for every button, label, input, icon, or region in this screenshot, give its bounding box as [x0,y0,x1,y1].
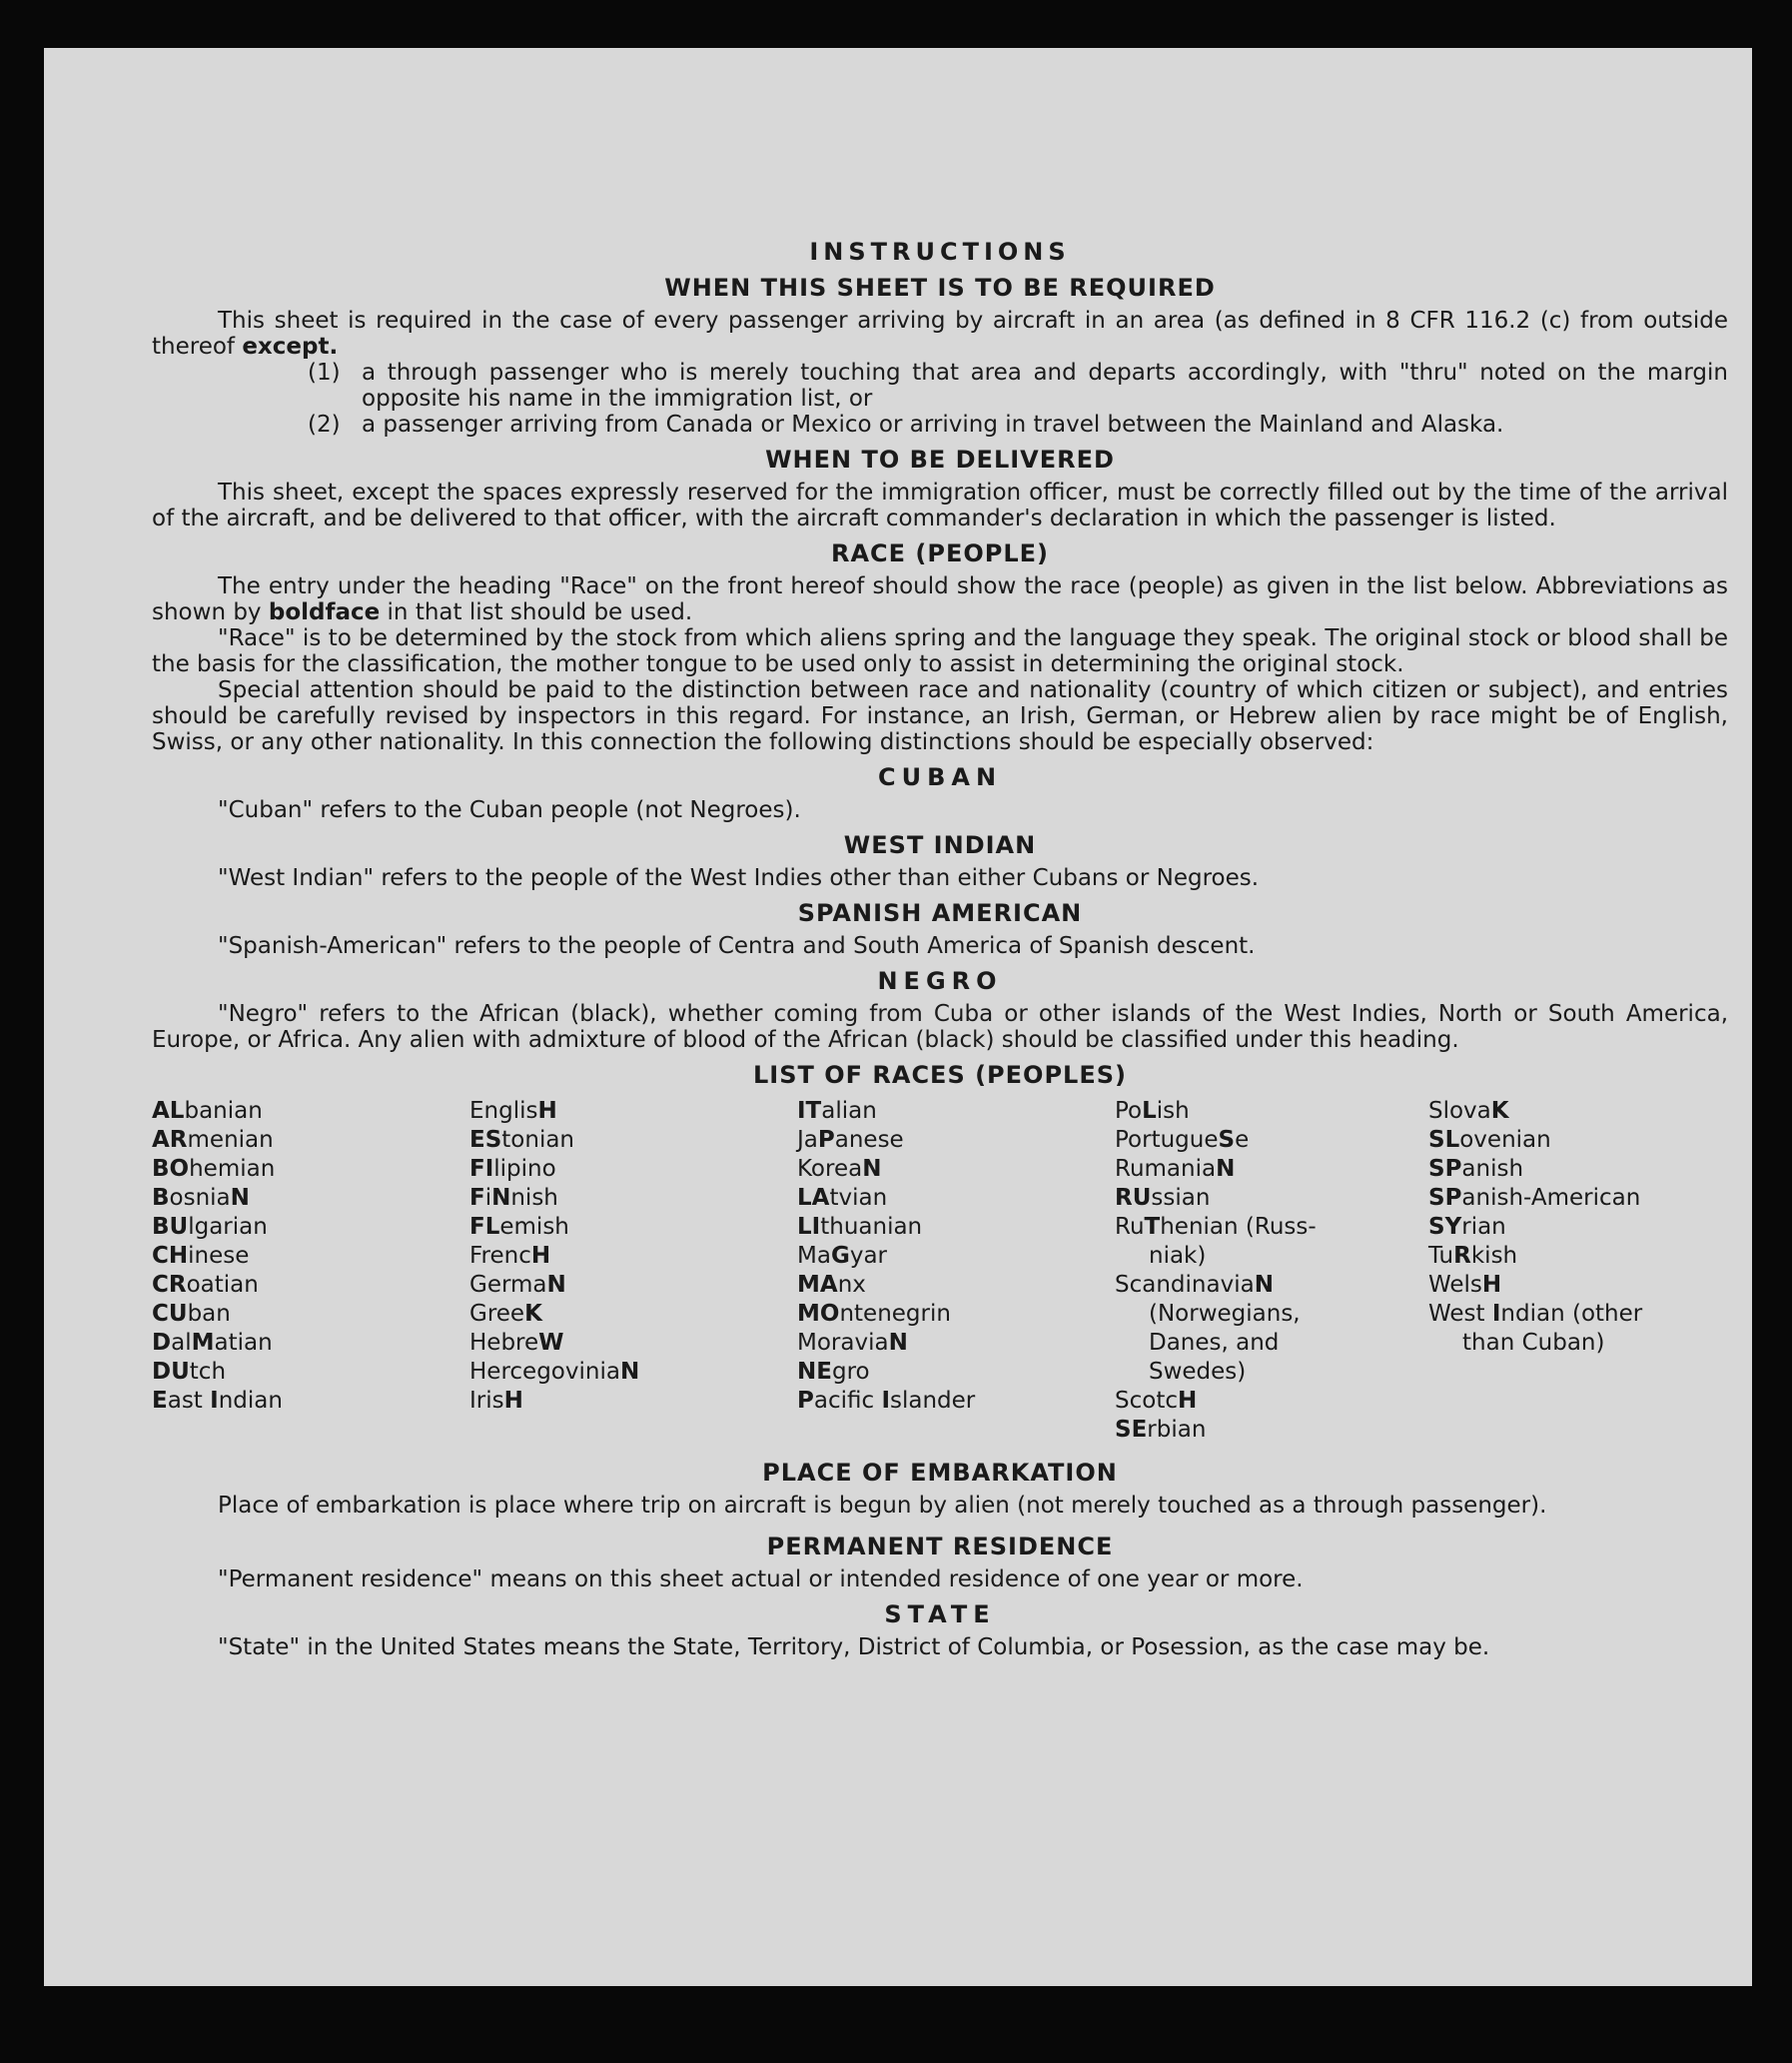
race-entry: BUlgarian [152,1214,268,1240]
race-entry: GreeK [469,1301,542,1327]
race-entry: DalMatian [152,1330,273,1356]
race-entry: CUban [152,1301,231,1327]
race-entry: FIlipino [469,1156,556,1182]
race-entry: SlovaK [1428,1098,1509,1124]
paragraph-spanish-american: "Spanish-American" refers to the people of Centra and South America of Spanish descent. [218,933,1256,959]
race-entry: MoraviaN [797,1330,908,1356]
race-entry: MaGyar [797,1243,888,1269]
section-heading-cuban: CUBAN [877,763,1003,791]
race-entry: WelsH [1428,1272,1502,1298]
exception-number: (2) [308,412,341,438]
section-heading-embarkation: PLACE OF EMBARKATION [762,1459,1118,1487]
races-column [1115,1097,1428,1445]
section-heading-west-indian: WEST INDIAN [843,831,1037,859]
race-entry: NEgro [797,1359,870,1385]
race-entry: TuRkish [1428,1243,1518,1269]
paragraph-west-indian: "West Indian" refers to the people of the West Indies other than either Cubans or Negroes. [218,865,1260,891]
races-list [152,1097,1728,1445]
race-entry: CRoatian [152,1272,259,1298]
race-entry: BOhemian [152,1156,276,1182]
race-entry: SErbian [1115,1417,1207,1443]
races-column [797,1097,1115,1445]
section-heading-delivered: WHEN TO BE DELIVERED [765,446,1115,474]
race-entry: PoLish [1115,1098,1190,1124]
race-entry: West Indian (other [1428,1301,1643,1327]
exception-item-1 [152,360,1728,412]
section-heading-races: LIST OF RACES (PEOPLES) [753,1061,1127,1089]
race-entry: FrencH [469,1243,551,1269]
race-entry: FiNnish [469,1185,558,1211]
race-entry: IrisH [469,1388,523,1414]
except-bold: except. [242,334,339,360]
race-entry: LAtvian [797,1185,888,1211]
section-heading-negro: NEGRO [877,967,1003,995]
race-entry: SLovenian [1428,1127,1551,1153]
race-entry: KoreaN [797,1156,882,1182]
paragraph-cuban: "Cuban" refers to the Cuban people (not Negroes). [218,797,801,823]
race-entry: RumaniaN [1115,1156,1236,1182]
race-entry: HebreW [469,1330,564,1356]
race-entry: EStonian [469,1127,575,1153]
races-column [469,1097,797,1445]
exception-item-2 [152,412,1728,438]
race-entry: MAnx [797,1272,866,1298]
race-entry: SPanish-American [1428,1185,1641,1211]
paragraph-delivered: This sheet, except the spaces expressly reserved for the immigration officer, must be correctly filled out by the time of the arrival of the aircraft, and be delivered to that officer, with the aircraft commander's declaration in which the passenger is listed. [152,480,1728,531]
exception-text: a passenger arriving from Canada or Mexico or arriving in travel between the Mainland and Alaska. [362,412,1504,438]
paragraph-race-1 [152,573,1728,625]
paragraph-state: "State" in the United States means the State, Territory, District of Columbia, or Posession, as the case may be. [218,1634,1490,1660]
races-column [152,1097,469,1445]
race-entry: JaPanese [797,1127,904,1153]
section-heading-residence: PERMANENT RESIDENCE [766,1533,1114,1560]
race-entry: RUssian [1115,1185,1211,1211]
paragraph-negro: "Negro" refers to the African (black), whether coming from Cuba or other islands of the West Indies, North or South America, Europe, or Africa. Any alien with admixture of blood of the African (black) should be classified under this heading. [152,1001,1728,1053]
race-entry: East Indian [152,1388,283,1414]
race-entry: BosniaN [152,1185,250,1211]
paragraph-required-text: This sheet is required in the case of every passenger arriving by aircraft in an area (as defined in 8 CFR 116.2 (c) from outside thereof [152,308,1728,360]
race-entry: than Cuban) [1462,1330,1605,1356]
race-entry: GermaN [469,1272,566,1298]
paragraph-residence: "Permanent residence" means on this sheet actual or intended residence of one year or more. [218,1566,1304,1592]
exception-text: a through passenger who is merely touching that area and departs accordingly, with "thru" noted on the margin opposite his name in the immigration list, or [362,360,1728,412]
race-entry: CHinese [152,1243,250,1269]
race-entry: ALbanian [152,1098,263,1124]
race-entry: SYrian [1428,1214,1506,1240]
section-heading-race: RACE (PEOPLE) [830,539,1050,567]
section-heading-spanish-american: SPANISH AMERICAN [797,899,1083,927]
page-title: INSTRUCTIONS [809,238,1071,266]
races-column [1428,1097,1728,1445]
race-entry: Danes, and [1149,1330,1280,1356]
section-heading-state: STATE [884,1600,996,1628]
race-entry: Swedes) [1149,1359,1247,1385]
race-entry: HercegoviniaN [469,1359,640,1385]
paragraph-required [152,308,1728,360]
paragraph-race-3: Special attention should be paid to the distinction between race and nationality (country of which citizen or subject), and entries should be carefully revised by inspectors in this regard. For instance, an Irish, German, or Hebrew alien by race might be of English, Swiss, or any other nationality. In this connection the following distinctions should be especially observed: [152,677,1728,755]
boldface-word: boldface [268,599,381,625]
race-entry: PortugueSe [1115,1127,1250,1153]
paragraph-race-2: "Race" is to be determined by the stock from which aliens spring and the language they speak. The original stock or blood shall be the basis for the classification, the mother tongue to be used only to assist in determining the original stock. [152,625,1728,677]
race-entry: LIthuanian [797,1214,923,1240]
race-entry: (Norwegians, [1149,1301,1301,1327]
exception-number: (1) [308,360,341,386]
race-entry: EnglisH [469,1098,557,1124]
race-entry: DUtch [152,1359,227,1385]
race-text-a: The entry under the heading "Race" on the front hereof should show the race (people) as given in the list below. Abbreviations as shown by [152,573,1728,625]
race-entry: SPanish [1428,1156,1524,1182]
race-entry: ITalian [797,1098,877,1124]
race-entry: ScandinaviaN [1115,1272,1274,1298]
race-entry: ScotcH [1115,1388,1198,1414]
race-entry: MOntenegrin [797,1301,951,1327]
race-text-b: in that list should be used. [387,599,693,625]
section-heading-required: WHEN THIS SHEET IS TO BE REQUIRED [664,274,1216,302]
paragraph-embarkation: Place of embarkation is place where trip on aircraft is begun by alien (not merely touched as a through passenger). [218,1493,1547,1519]
race-entry: FLemish [469,1214,569,1240]
sheet-content [152,190,1728,1660]
race-entry: Pacific Islander [797,1388,976,1414]
race-entry: ARmenian [152,1127,274,1153]
race-entry: RuThenian (Russ- [1115,1214,1317,1240]
race-entry: niak) [1149,1243,1207,1269]
instruction-sheet [44,48,1752,1986]
